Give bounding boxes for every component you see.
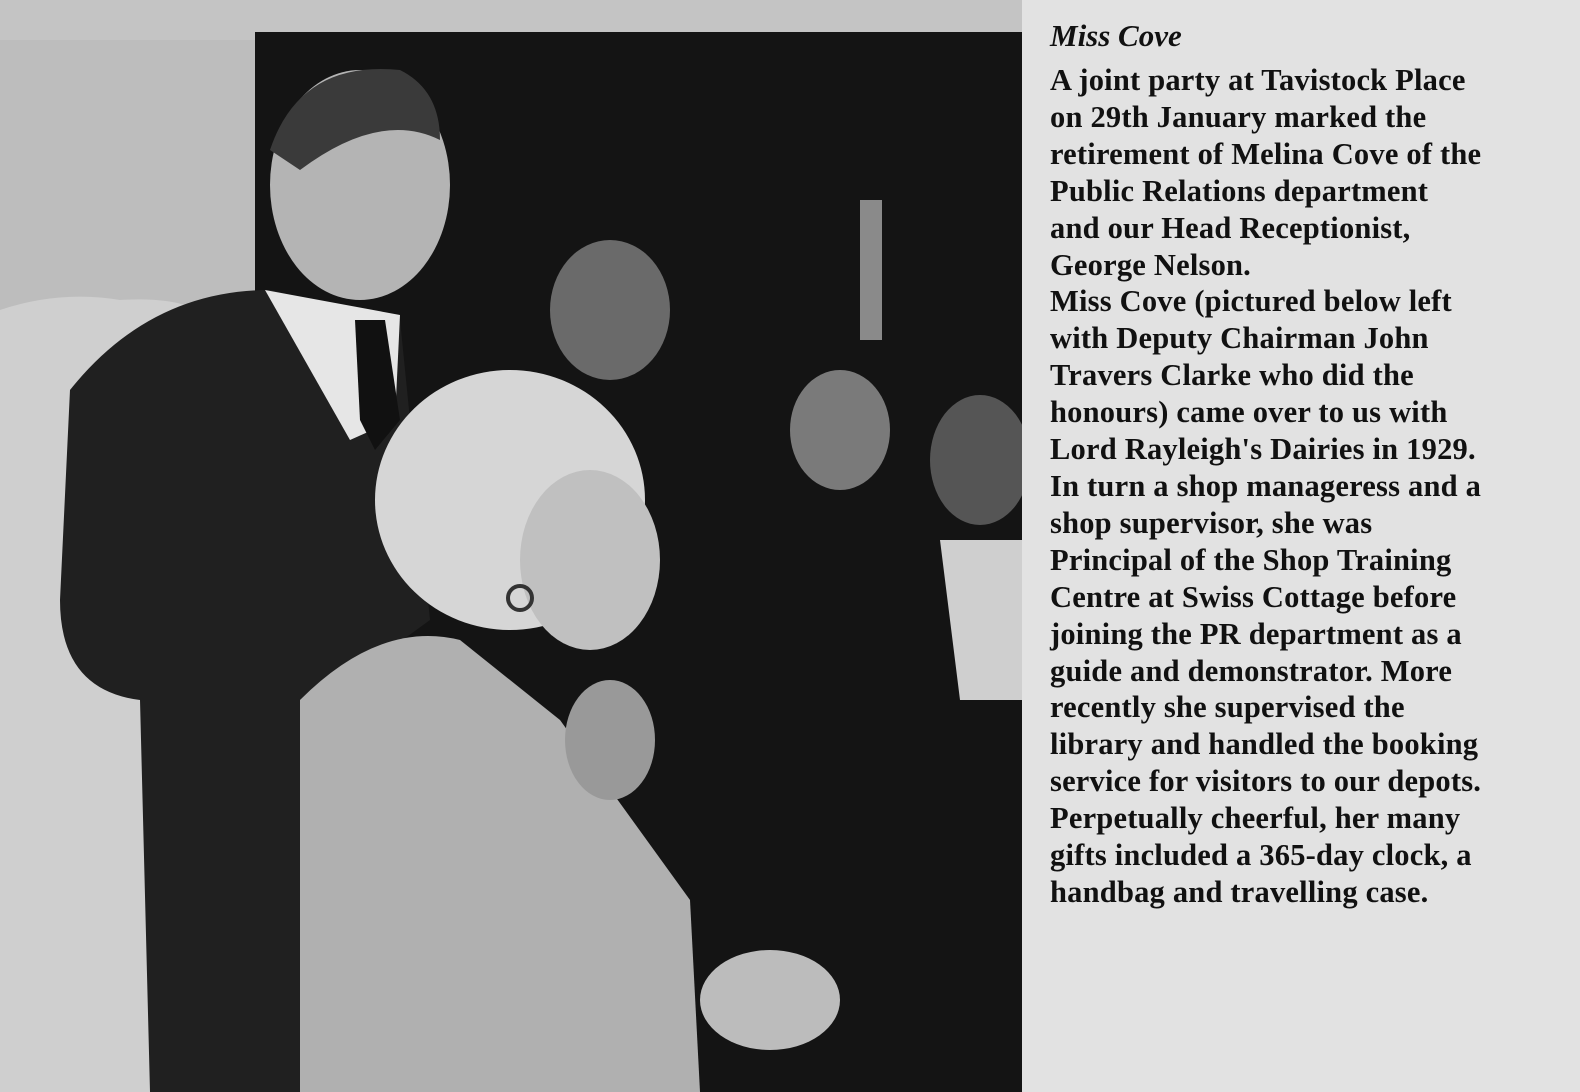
- body-line: George Nelson.: [1050, 247, 1252, 282]
- body-line: In turn a shop manageress and a: [1050, 468, 1482, 503]
- body-line: recently she supervised the: [1050, 690, 1405, 725]
- body-line: handbag and travelling case.: [1050, 874, 1429, 909]
- corsage: [565, 680, 655, 800]
- body-line: library and handled the booking: [1050, 727, 1479, 762]
- woman-right-head: [790, 370, 890, 490]
- body-line: Lord Rayleigh's Dairies in 1929.: [1050, 432, 1476, 467]
- body-line: on 29th January marked the: [1050, 99, 1427, 134]
- body-line: honours) came over to us with: [1050, 395, 1448, 430]
- body-line: with Deputy Chairman John: [1050, 321, 1429, 356]
- body-line: shop supervisor, she was: [1050, 505, 1373, 540]
- article-title: Miss Cove: [1050, 18, 1182, 53]
- body-line: Perpetually cheerful, her many: [1050, 801, 1461, 836]
- body-line: Travers Clarke who did the: [1050, 358, 1414, 393]
- body-line: Centre at Swiss Cottage before: [1050, 579, 1457, 614]
- article-body: [1050, 62, 1580, 911]
- body-line: gifts included a 365-day clock, a: [1050, 838, 1472, 873]
- body-line: Public Relations department: [1050, 173, 1429, 208]
- woman-face: [520, 470, 660, 650]
- body-line: A joint party at Tavistock Place: [1050, 63, 1466, 97]
- hand-glass: [700, 950, 840, 1050]
- body-line: Principal of the Shop Training: [1050, 542, 1452, 577]
- article: [1050, 14, 1580, 911]
- body-line: retirement of Melina Cove of the: [1050, 136, 1482, 171]
- body-line: guide and demonstrator. More: [1050, 653, 1453, 688]
- guest-head-back: [550, 240, 670, 380]
- body-line: and our Head Receptionist,: [1050, 210, 1411, 245]
- body-line: Miss Cove (pictured below left: [1050, 284, 1452, 319]
- body-line: service for visitors to our depots.: [1050, 764, 1482, 799]
- body-line: joining the PR department as a: [1050, 616, 1462, 651]
- window: [860, 200, 882, 340]
